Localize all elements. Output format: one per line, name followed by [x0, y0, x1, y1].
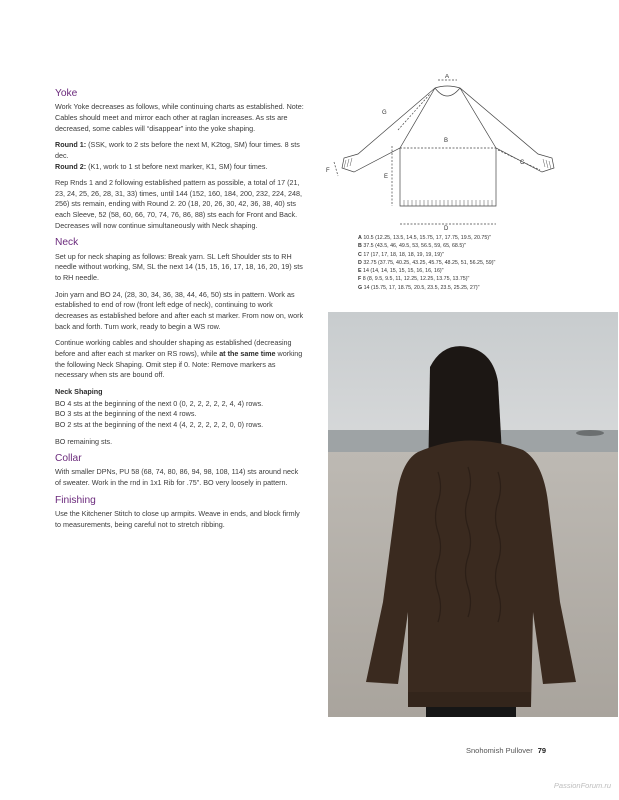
measurement-list — [358, 234, 598, 292]
neck-join: Join yarn and BO 24, (28, 30, 34, 36, 38, 44, 46, 50) sts in pattern. Work as established to end of row (front left edge of neck), continuing to work decreases as established before and after each st marker. From now on, work back and forth. Turn work, ready to begin a WS row. — [55, 289, 304, 331]
label-g: G — [382, 110, 387, 116]
neck-shaping-line-1: BO 4 sts at the beginning of the next 0 (0, 2, 2, 2, 2, 2, 4, 4) rows. — [55, 398, 264, 408]
neck-continue-a: Continue working cables and shoulder shaping as established (decreasing before and after each st marker on RS rows), while — [55, 338, 292, 358]
collar-text: With smaller DPNs, PU 58 (68, 74, 80, 86, 94, 98, 108, 114) sts around neck of sweater. Work in the rnd in 1x1 Rib for .75". BO very loosely in pattern. — [55, 467, 299, 488]
watermark-text: PassionForum.ru — [553, 781, 611, 790]
measurement-letter: A — [358, 235, 362, 241]
measurement-values: 10.5 (12.25, 13.5, 14.5, 15.75, 17, 17.75, 19.5, 20.75)" — [363, 235, 491, 241]
label-a: A — [445, 74, 450, 80]
yoke-heading: Yoke — [55, 88, 78, 99]
measurement-letter: B — [358, 243, 362, 250]
neck-remaining: BO remaining sts. — [55, 436, 113, 446]
measurement-row — [358, 267, 598, 275]
label-d: D — [444, 226, 449, 232]
measurement-values: 32.75 (37.75, 40.25, 43.25, 45.75, 48.25, 51, 56.25, 59)" — [363, 259, 496, 266]
sweater-outline — [342, 86, 554, 206]
measurement-values: 14 (15.75, 17, 18.75, 20.5, 23.5, 23.5, 25.25, 27)" — [363, 284, 480, 291]
round-1-text: (SSK, work to 2 sts before the next M, K2tog, SM) four times. 8 sts dec. — [55, 140, 300, 160]
collar-heading: Collar — [55, 453, 82, 465]
neck-shaping-line-3: BO 2 sts at the beginning of the next 4 (4, 2, 2, 2, 2, 2, 0, 0) rows. — [55, 419, 264, 429]
schematic-svg — [320, 74, 575, 236]
sweater-schematic — [320, 74, 575, 236]
measurement-row — [358, 234, 598, 242]
measurement-letter: E — [358, 268, 362, 274]
label-f: F — [326, 168, 330, 174]
pattern-text-column — [55, 88, 305, 536]
measurement-row — [358, 259, 598, 267]
measurement-row — [358, 242, 598, 250]
round-1-label: Round 1: — [55, 140, 87, 150]
yoke-intro: Work Yoke decreases as follows, while continuing charts as established. Note: Cables should meet and mirror each other at raglan increases. As sts are decreased, some cables will “disappear” into the yoke shaping. — [55, 102, 304, 133]
page-number: 79 — [537, 746, 547, 755]
neckline — [435, 88, 460, 96]
label-c: C — [520, 160, 525, 166]
neck-shaping-heading: Neck Shaping — [55, 386, 103, 396]
neck-continue-emphasis: at the same time — [219, 348, 276, 358]
measurement-values: 8 (8, 9.5, 9.5, 11, 12.25, 12.25, 13.75, 13.75)" — [362, 276, 470, 283]
yoke-repeat: Rep Rnds 1 and 2 following established pattern as possible, a total of 17 (21, 23, 24, 25, 26, 28, 31, 33) times, until 144 (152, 160, 184, 200, 232, 224, 248, 256) sts remain, ending with Round 2. 20 (18, 20, 26, 30, 42, 36, 38, 40) sts each Sleeve, 52 (58, 60, 66, 70, 74, 76, 86, 88) sts each for Front and Back. Decreases will now continue simultaneously with Neck shaping. — [55, 178, 302, 230]
neck-heading: Neck — [55, 237, 79, 249]
model-photo — [328, 312, 618, 717]
photo-illustration — [328, 312, 618, 717]
measurement-letter: F — [358, 276, 362, 283]
neck-setup: Set up for neck shaping as follows: Break yarn. SL Left Shoulder sts to RH needle without working, SM, SL the next 14 (15, 15, 16, 17, 18, 16, 20, 19) sts to RH needle. — [55, 251, 303, 282]
page-footer — [466, 746, 546, 755]
round-2-text: (K1, work to 1 st before next marker, K1, SM) four times. — [86, 161, 268, 171]
measurement-letter: G — [358, 284, 363, 291]
measurement-letter: D — [358, 259, 362, 266]
measurement-row — [358, 275, 598, 283]
measurement-values: 17 (17, 17, 18, 18, 18, 19, 19, 19)" — [363, 251, 444, 258]
footer-title: Snohomish Pullover — [466, 746, 533, 755]
neck-continue-b: working the following Neck Shaping. Omit step if 0. Note: Remove markers as necessary when sts are bound off. — [55, 348, 303, 380]
finishing-text: Use the Kitchener Stitch to close up armpits. Weave in ends, and block firmly to measurements, being careful not to stretch ribbing. — [55, 508, 300, 529]
finishing-heading: Finishing — [55, 494, 96, 506]
measurement-values: 14 (14, 14, 15, 15, 15, 16, 16, 16)" — [363, 268, 444, 274]
measurement-letter: C — [358, 251, 362, 258]
measurement-row — [358, 284, 598, 292]
label-e: E — [384, 174, 389, 180]
cuff-line — [334, 162, 338, 176]
neck-continue — [55, 338, 305, 381]
round-2-label: Round 2: — [55, 161, 87, 171]
yoke-round-1 — [55, 140, 305, 161]
label-b: B — [444, 138, 449, 144]
measurement-row — [358, 251, 598, 259]
yoke-round-2 — [55, 162, 305, 173]
neck-shaping-line-2: BO 3 sts at the beginning of the next 4 rows. — [55, 409, 197, 419]
measurement-values: 37.5 (43.5, 46, 49.5, 53, 56.5, 59, 65, 68.5)" — [363, 243, 466, 250]
